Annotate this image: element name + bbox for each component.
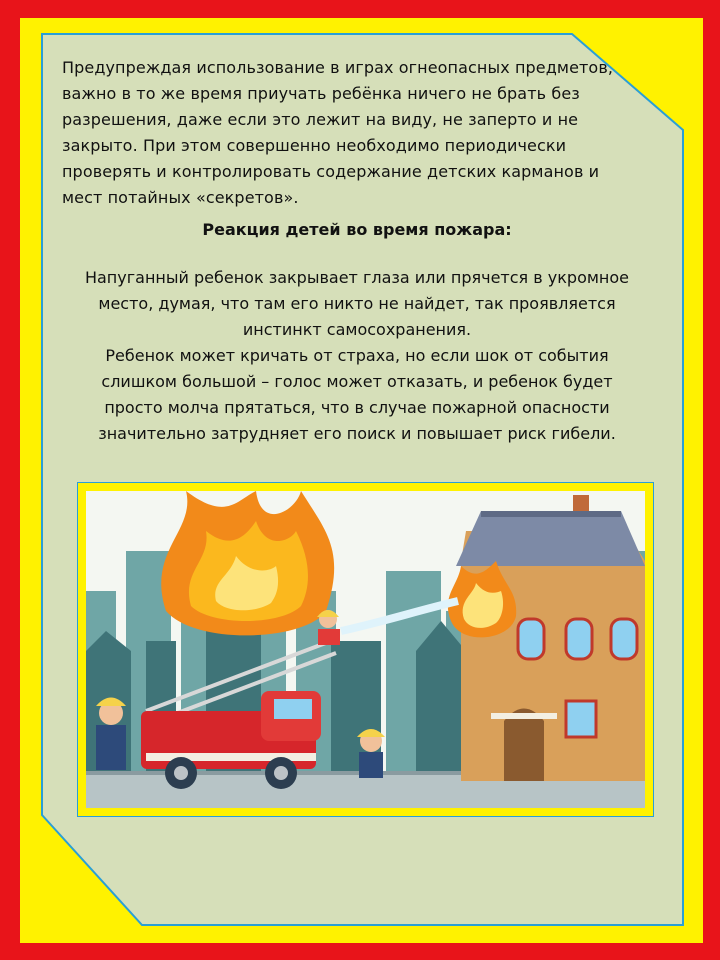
firefighter-child: [357, 729, 385, 778]
intro-paragraph: Предупреждая использование в играх огнеопасных предметов, важно в то же время приучать ребёнка ничего не брать без разрешения, даже если это лежит на виду, не заперто и не закрыто. При этом совершенно необходимо периодически проверять и контролировать содержание детских карманов и мест потайных «секретов».: [62, 58, 614, 207]
reaction-paragraph-1: Напуганный ребенок закрывает глаза или прячется в укромное место, думая, что там его никто не найдет, так проявляется инстинкт самосохранения.: [84, 268, 630, 339]
fire-scene: [86, 491, 645, 808]
firefighter-left: [96, 698, 126, 771]
house: [456, 495, 645, 781]
reaction-paragraph-2: Ребенок может кричать от страха, но если шок от события слишком большой – голос может отказать, и ребенок будет просто молча прятаться, что в случае пожарной опасности значительно затрудняет его поиск и повышает риск гибели.: [98, 346, 616, 443]
fire-illustration: [77, 482, 654, 817]
big-fire: [161, 491, 334, 635]
text-block: [62, 55, 632, 447]
section-heading: Реакция детей во время пожара:: [202, 220, 512, 239]
